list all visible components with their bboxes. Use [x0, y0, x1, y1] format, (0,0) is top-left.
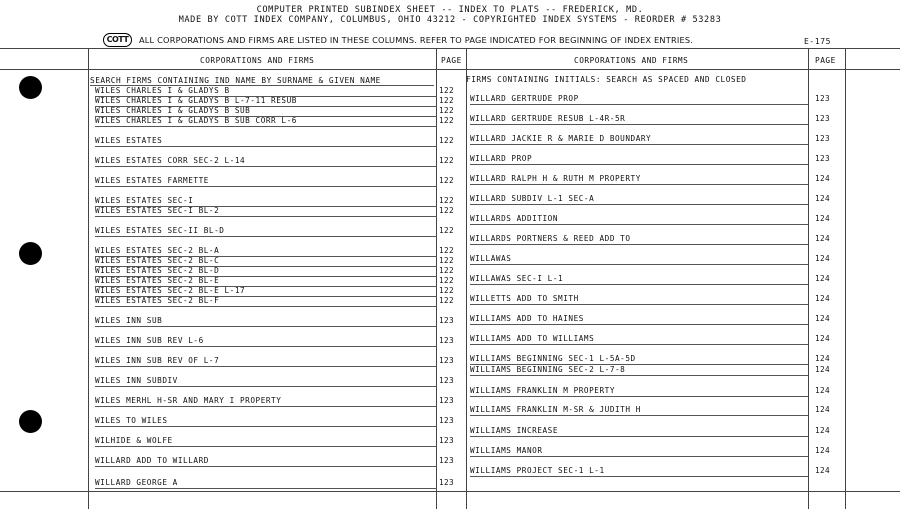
entry-name: WILLIAMS MANOR [470, 446, 808, 457]
entry-page-number: 123 [439, 396, 455, 405]
entry-name: WILLARD PROP [470, 154, 808, 165]
entry-name: WILLARD JACKIE R & MARIE D BOUNDARY [470, 134, 808, 145]
entry-name: WILLARD ADD TO WILLARD [95, 456, 437, 467]
entry-name: WILES ESTATES SEC-2 BL-E L-17 [95, 286, 437, 297]
entry-page-number: 122 [439, 96, 455, 105]
entry-name: WILES ESTATES SEC-II BL-D [95, 226, 437, 237]
cott-logo: COTT [103, 33, 132, 47]
right-page-heading: PAGE [815, 56, 836, 65]
sheet-number: E-175 [804, 37, 832, 46]
entry-name: WILLARDS PORTNERS & REED ADD TO [470, 234, 808, 245]
entry-name: WILES ESTATES SEC-2 BL-C [95, 256, 437, 267]
left-subheading: SEARCH FIRMS CONTAINING IND NAME BY SURNAME & GIVEN NAME [90, 76, 434, 86]
column-header-rule [0, 69, 900, 70]
entry-name: WILLAWAS [470, 254, 808, 265]
entry-page-number: 122 [439, 136, 455, 145]
entry-name: WILLIAMS FRANKLIN M PROPERTY [470, 386, 808, 397]
entry-page-number: 123 [815, 134, 831, 143]
entry-name: WILLARD GERTRUDE RESUB L-4R-5R [470, 114, 808, 125]
entry-name: WILES INN SUB [95, 316, 437, 327]
entry-page-number: 124 [815, 354, 831, 363]
entry-name: WILES ESTATES SEC-I BL-2 [95, 206, 437, 217]
entry-page-number: 122 [439, 156, 455, 165]
entry-page-number: 124 [815, 365, 831, 374]
entry-page-number: 123 [439, 456, 455, 465]
entry-page-number: 122 [439, 246, 455, 255]
entry-page-number: 122 [439, 206, 455, 215]
entry-page-number: 123 [439, 478, 455, 487]
right-column-heading: CORPORATIONS AND FIRMS [574, 56, 689, 65]
left-margin-line [88, 48, 89, 509]
entry-page-number: 123 [439, 436, 455, 445]
entry-name: WILES ESTATES SEC-2 BL-F [95, 296, 437, 307]
entry-name: WILES INN SUB REV L-6 [95, 336, 437, 347]
entry-page-number: 122 [439, 226, 455, 235]
entry-name: WILHIDE & WOLFE [95, 436, 437, 447]
entry-name: WILLARD GEORGE A [95, 478, 437, 489]
right-subheading: FIRMS CONTAINING INITIALS: SEARCH AS SPACED AND CLOSED [466, 75, 747, 84]
entry-page-number: 124 [815, 386, 831, 395]
entry-name: WILES ESTATES SEC-2 BL-E [95, 276, 437, 287]
entry-page-number: 122 [439, 196, 455, 205]
sheet-title: COMPUTER PRINTED SUBINDEX SHEET -- INDEX TO PLATS -- FREDERICK, MD. [256, 5, 644, 15]
entry-name: WILLARD GERTRUDE PROP [470, 94, 808, 105]
entry-page-number: 124 [815, 254, 831, 263]
entry-page-number: 122 [439, 276, 455, 285]
entry-name: WILLARD SUBDIV L-1 SEC-A [470, 194, 808, 205]
right-margin-line [845, 48, 846, 509]
entry-name: WILLETTS ADD TO SMITH [470, 294, 808, 305]
entry-name: WILES INN SUB REV OF L-7 [95, 356, 437, 367]
entry-page-number: 122 [439, 296, 455, 305]
entry-page-number: 123 [439, 316, 455, 325]
entry-page-number: 122 [439, 106, 455, 115]
entry-page-number: 124 [815, 174, 831, 183]
entry-page-number: 122 [439, 116, 455, 125]
entry-name: WILES MERHL H-SR AND MARY I PROPERTY [95, 396, 437, 407]
publisher-line: MADE BY COTT INDEX COMPANY, COLUMBUS, OHIO 43212 - COPYRIGHTED INDEX SYSTEMS - REORDER # 53283 [178, 15, 722, 25]
entry-name: WILES ESTATES SEC-2 BL-A [95, 246, 437, 257]
entry-name: WILLIAMS BEGINNING SEC-2 L-7-8 [470, 365, 808, 376]
entry-page-number: 123 [439, 356, 455, 365]
entry-name: WILES CHARLES I & GLADYS B L-7-11 RESUB [95, 96, 437, 107]
entry-name: WILES ESTATES CORR SEC-2 L-14 [95, 156, 437, 167]
entry-page-number: 122 [439, 256, 455, 265]
column-divider [466, 48, 467, 509]
entry-page-number: 123 [815, 154, 831, 163]
entry-name: WILLIAMS INCREASE [470, 426, 808, 437]
entry-page-number: 123 [439, 416, 455, 425]
entry-page-number: 124 [815, 426, 831, 435]
instruction-notice: ALL CORPORATIONS AND FIRMS ARE LISTED IN THESE COLUMNS. REFER TO PAGE INDICATED FOR BEGINNING OF INDEX ENTRIES. [139, 35, 694, 45]
entry-page-number: 124 [815, 334, 831, 343]
entry-page-number: 123 [439, 336, 455, 345]
entry-name: WILES INN SUBDIV [95, 376, 437, 387]
entry-name: WILES CHARLES I & GLADYS B SUB CORR L-6 [95, 116, 437, 127]
entry-name: WILES ESTATES FARMETTE [95, 176, 437, 187]
entry-page-number: 122 [439, 286, 455, 295]
left-page-heading: PAGE [441, 56, 462, 65]
entry-name: WILES ESTATES SEC-2 BL-D [95, 266, 437, 277]
binder-hole [19, 410, 42, 433]
entry-page-number: 124 [815, 234, 831, 243]
entry-page-number: 122 [439, 86, 455, 95]
right-page-divider [808, 48, 809, 509]
entry-page-number: 124 [815, 274, 831, 283]
entry-page-number: 124 [815, 405, 831, 414]
top-rule [0, 48, 900, 49]
entry-name: WILES CHARLES I & GLADYS B SUB [95, 106, 437, 117]
entry-page-number: 123 [815, 114, 831, 123]
entry-page-number: 122 [439, 176, 455, 185]
entry-name: WILES TO WILES [95, 416, 437, 427]
entry-name: WILLIAMS FRANKLIN M-SR & JUDITH H [470, 405, 808, 416]
entry-page-number: 124 [815, 466, 831, 475]
entry-page-number: 123 [439, 376, 455, 385]
entry-name: WILES CHARLES I & GLADYS B [95, 86, 437, 97]
entry-name: WILLIAMS BEGINNING SEC-1 L-5A-5D [470, 354, 808, 365]
entry-name: WILLIAMS ADD TO WILLIAMS [470, 334, 808, 345]
binder-hole [19, 76, 42, 99]
entry-name: WILES ESTATES [95, 136, 437, 147]
entry-name: WILLIAMS ADD TO HAINES [470, 314, 808, 325]
entry-page-number: 123 [815, 94, 831, 103]
entry-page-number: 124 [815, 314, 831, 323]
entry-name: WILLARDS ADDITION [470, 214, 808, 225]
left-column-heading: CORPORATIONS AND FIRMS [200, 56, 315, 65]
entry-page-number: 124 [815, 214, 831, 223]
entry-page-number: 124 [815, 194, 831, 203]
entry-page-number: 124 [815, 294, 831, 303]
entry-page-number: 124 [815, 446, 831, 455]
entry-page-number: 122 [439, 266, 455, 275]
bottom-rule [0, 491, 900, 492]
binder-hole [19, 242, 42, 265]
entry-name: WILLAWAS SEC-I L-1 [470, 274, 808, 285]
entry-name: WILES ESTATES SEC-I [95, 196, 437, 207]
entry-name: WILLIAMS PROJECT SEC-1 L-1 [470, 466, 808, 477]
entry-name: WILLARD RALPH H & RUTH M PROPERTY [470, 174, 808, 185]
